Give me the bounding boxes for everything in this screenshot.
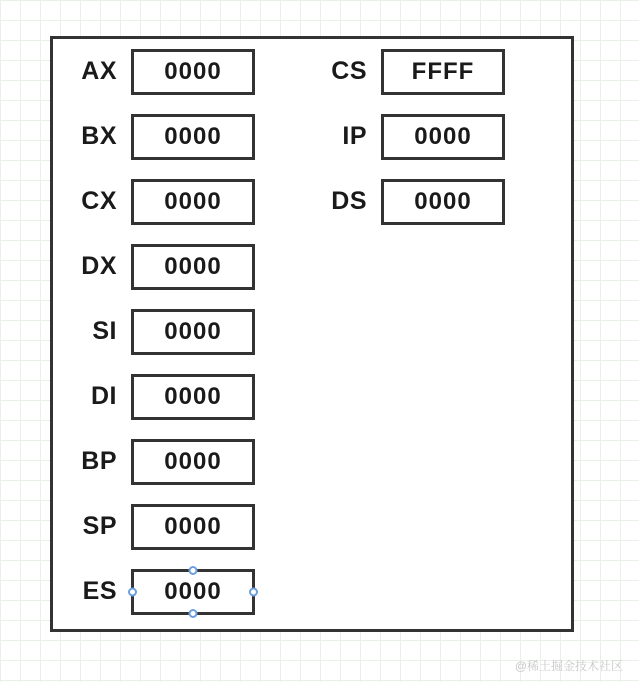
register-value-box-bp[interactable] bbox=[131, 439, 255, 485]
register-value-box-sp[interactable] bbox=[131, 504, 255, 550]
register-label-bx: BX bbox=[81, 122, 117, 150]
register-value-sp: 0000 bbox=[164, 512, 222, 540]
register-label-dx: DX bbox=[81, 252, 117, 280]
register-value-box-es[interactable] bbox=[131, 569, 255, 615]
register-label-bp: BP bbox=[81, 447, 117, 475]
register-column-segment-pointer bbox=[303, 39, 573, 234]
register-diagram-frame bbox=[50, 36, 574, 632]
register-label-cs: CS bbox=[331, 57, 367, 85]
register-value-ip: 0000 bbox=[414, 122, 472, 150]
register-label-es: ES bbox=[82, 577, 117, 605]
register-value-bx: 0000 bbox=[164, 122, 222, 150]
register-label-sp: SP bbox=[82, 512, 117, 540]
register-value-box-dx[interactable] bbox=[131, 244, 255, 290]
register-row-bx bbox=[53, 104, 303, 169]
register-value-box-ip[interactable] bbox=[381, 114, 505, 160]
register-row-es bbox=[53, 559, 303, 624]
register-column-general-purpose bbox=[53, 39, 303, 624]
register-label-ds: DS bbox=[331, 187, 367, 215]
register-row-bp bbox=[53, 429, 303, 494]
register-value-ax: 0000 bbox=[164, 57, 222, 85]
register-value-box-bx[interactable] bbox=[131, 114, 255, 160]
register-row-dx bbox=[53, 234, 303, 299]
register-value-si: 0000 bbox=[164, 317, 222, 345]
register-value-box-cs[interactable] bbox=[381, 49, 505, 95]
resize-handle-right[interactable] bbox=[249, 587, 258, 596]
register-value-dx: 0000 bbox=[164, 252, 222, 280]
register-value-bp: 0000 bbox=[164, 447, 222, 475]
register-value-di: 0000 bbox=[164, 382, 222, 410]
register-label-di: DI bbox=[91, 382, 117, 410]
register-row-cx bbox=[53, 169, 303, 234]
register-value-box-si[interactable] bbox=[131, 309, 255, 355]
register-row-sp bbox=[53, 494, 303, 559]
register-row-ax bbox=[53, 39, 303, 104]
register-value-ds: 0000 bbox=[414, 187, 472, 215]
register-value-box-ds[interactable] bbox=[381, 179, 505, 225]
register-value-box-ax[interactable] bbox=[131, 49, 255, 95]
register-value-box-cx[interactable] bbox=[131, 179, 255, 225]
register-label-ip: IP bbox=[342, 122, 367, 150]
register-row-cs bbox=[303, 39, 573, 104]
register-value-es: 0000 bbox=[164, 577, 222, 605]
register-value-box-di[interactable] bbox=[131, 374, 255, 420]
register-row-si bbox=[53, 299, 303, 364]
register-label-cx: CX bbox=[81, 187, 117, 215]
register-row-ds bbox=[303, 169, 573, 234]
resize-handle-top[interactable] bbox=[189, 566, 198, 575]
resize-handle-bottom[interactable] bbox=[189, 609, 198, 618]
register-row-ip bbox=[303, 104, 573, 169]
watermark: @稀土掘金技术社区 bbox=[514, 659, 623, 673]
resize-handle-left[interactable] bbox=[128, 587, 137, 596]
register-label-si: SI bbox=[92, 317, 117, 345]
register-value-cs: FFFF bbox=[411, 57, 475, 85]
register-value-cx: 0000 bbox=[164, 187, 222, 215]
register-row-di bbox=[53, 364, 303, 429]
register-label-ax: AX bbox=[81, 57, 117, 85]
